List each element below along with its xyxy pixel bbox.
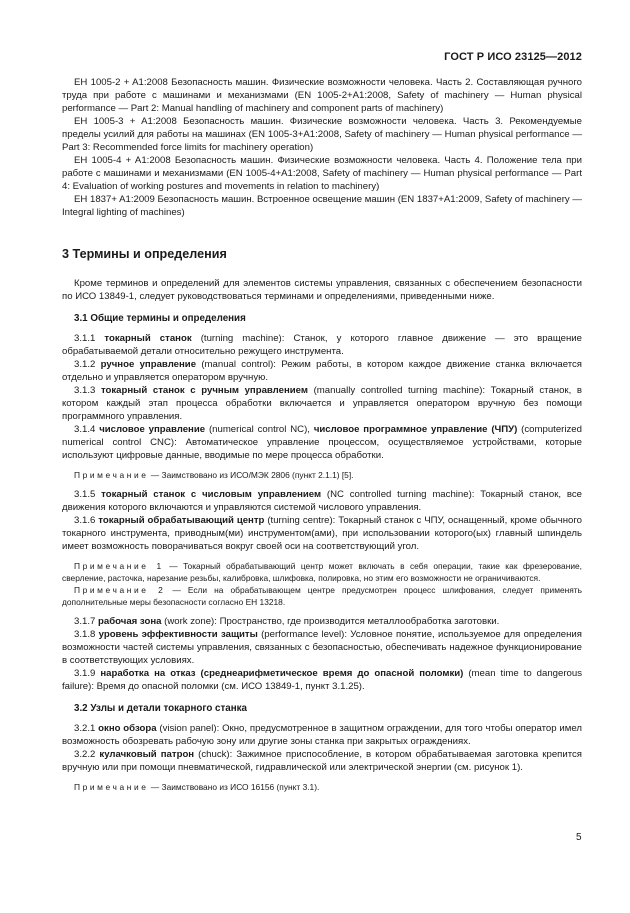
term-3-2-2 [62,748,582,774]
term-definition: (mean time to dangerous failure): Время до опасной поломки (см. ИСО 13849-1, пункт 3.1.25). [62,668,583,692]
term-abbrev: (numerical control NC), [205,424,314,435]
note-text: — Если на обрабатывающем центре предусмотрен процесс шлифования, следует применять дополнительные меры безопасности согласно EH 13218. [62,585,582,607]
term-number: 3.1.4 [74,424,96,435]
note-text: — Заимствовано из ИСО 16156 (пункт 3.1). [148,782,320,792]
term-definition: (NC controlled turning machine): Токарный станок, все движения которого включаются и управляются системой числового управления. [62,489,582,513]
note [62,781,582,793]
reference-entry: EH 1837+ A1:2009 Безопасность машин. Встроенное освещение машин (EN 1837+A1:2009, Safety of machinery — Integral lighting of machines) [62,194,582,218]
note [62,469,582,481]
note-text: — Токарный обрабатывающий центр может включать в себя операции, такие как фрезерование, сверление, расточка, нарезание резьбы, калибровка, шлифовка, полировка, но этим его возможности не ограничиваются. [62,561,582,583]
term-name: токарный станок с числовым управлением [101,489,322,500]
term-3-2-1 [62,722,582,748]
term-definition: (turning centre): Токарный станок с ЧПУ, оснащенный, кроме обычного токарного инструмента, приводным(ми) инструментом(ами), при использовании которого(ых) главный шпиндель имеет возможность поворачиваться вокруг своей оси на соответствующий угол. [62,515,582,552]
term-3-1-5 [62,488,582,514]
term-definition: (computerized numerical control CNC): Автоматическое управление процессом, осуществляемое устройствами, которые используют цифровые данные, вводимые по мере процесса обработки. [62,424,582,461]
term-name: токарный обрабатывающий центр [98,515,265,526]
term-definition: (chuck): Зажимное приспособление, в котором обрабатываемая заготовка крепится вручную или при помощи пневматической, гидравлической или электрической энергии (см. рисунок 1). [62,749,582,773]
term-name: числовое управление [99,424,206,435]
section-title: 3 Термины и определения [62,247,227,261]
term-number: 3.1.3 [74,385,96,396]
subsection-title: 3.2 Узлы и детали токарного станка [74,703,248,714]
note-label: Примечание [74,782,149,792]
term-number: 3.1.6 [74,515,96,526]
note-text: — Заимствовано из ИСО/МЭК 2806 (пункт 2.1.1) [5]. [148,470,354,480]
term-3-1-9 [62,667,582,693]
term-number: 3.1.2 [74,359,96,370]
term-name: токарный станок с ручным управлением [100,385,308,396]
term-definition: (manual control): Режим работы, в котором каждое движение станка включается отдельно и управляется оператором вручную. [62,359,582,383]
note [62,584,582,608]
note [62,560,582,584]
term-number: 3.2.1 [74,723,96,734]
page-number: 5 [576,832,582,843]
term-definition: (work zone): Пространство, где производится металлообработка заготовки. [161,616,500,627]
subsection-title: 3.1 Общие термины и определения [74,313,246,324]
section-intro: Кроме терминов и определений для элементов системы управления, связанных с обеспечением безопасности по ИСО 13849-1, следует руководствоваться терминами и определениями, приведенными ниже. [62,278,582,302]
term-definition: (performance level): Условное понятие, используемое для определения возможности частей системы управления, связанных с безопасностью, обеспечивать надежное функционирование в соответствующих условиях. [62,629,582,666]
term-3-1-6 [62,514,582,553]
document-code-header: ГОСТ Р ИСО 23125—2012 [444,51,582,63]
term-number: 3.1.7 [74,616,96,627]
reference-entry: EH 1005-3 + A1:2008 Безопасность машин. Физические возможности человека. Часть 3. Рекомендуемые пределы усилий для работы на машинах (EN 1005-3+A1:2008, Safety of machinery — Human physical performance — Part 3: Recommended force limits for machinery operation) [62,116,582,153]
reference-entry: EH 1005-2 + A1:2008 Безопасность машин. Физические возможности человека. Часть 2. Составляющая ручного труда при работе с машинами и механизмами (EN 1005-2+A1:2008, Safety of machinery — Human physical performance — Part 2: Manual handling of machinery and component parts of machinery) [62,77,582,114]
term-definition: (turning machine): Станок, у которого главное движение — это вращение обрабатываемой детали относительно режущего инструмента. [62,333,583,357]
term-3-1-7 [62,615,582,628]
reference-entry: EH 1005-4 + A1:2008 Безопасность машин. Физические возможности человека. Часть 4. Положение тела при работе с машинами и механизмами (EN 1005-4+A1:2008, Safety of machinery — Human physical performance — Part 4: Evaluation of working postures and movements in relation to machinery) [62,155,582,192]
page-body [62,76,582,793]
term-definition: (vision panel): Окно, предусмотренное в защитном ограждении, для того чтобы оператор имел возможность обозревать рабочую зону или другие зоны станка при закрытых ограждениях. [62,723,582,747]
term-number: 3.1.8 [74,629,96,640]
term-number: 3.2.2 [74,749,96,760]
term-name: кулачковый патрон [99,749,195,760]
term-3-1-1 [62,332,582,358]
note-label: Примечание [74,470,149,480]
term-3-1-3 [62,384,582,423]
term-3-1-8 [62,628,582,667]
term-3-1-4 [62,423,582,462]
term-name: уровень эффективности защиты [98,629,258,640]
term-name: токарный станок [104,333,192,344]
term-definition: (manually controlled turning machine): Токарный станок, в котором каждый этап процесса обработки включается и управляется оператором вручную без помощи программного управления. [62,385,582,422]
term-name-2: числовое программное управление (ЧПУ) [313,424,518,435]
note-label: Примечание 2 [74,585,166,595]
term-number: 3.1.1 [74,333,96,344]
term-name: рабочая зона [98,616,162,627]
note-label: Примечание 1 [74,561,164,571]
term-name: окно обзора [98,723,157,734]
term-name: ручное управление [100,359,197,370]
term-number: 3.1.5 [74,489,96,500]
term-3-1-2 [62,358,582,384]
term-name: наработка на отказ (среднеарифметическое время до опасной поломки) [100,668,464,679]
term-number: 3.1.9 [74,668,96,679]
